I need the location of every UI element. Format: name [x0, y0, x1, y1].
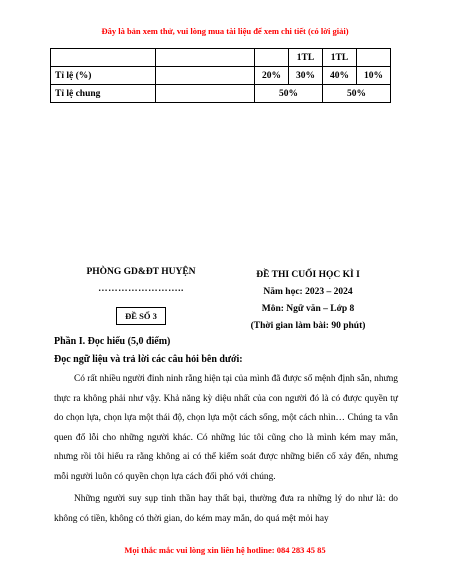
duration-line: (Thời gian làm bài: 90 phút): [250, 321, 366, 331]
table-cell: 50%: [255, 85, 323, 103]
table-cell: 1TL: [289, 49, 323, 67]
table-cell: [156, 85, 255, 103]
reading-passage: [54, 370, 398, 529]
table-row: [51, 67, 391, 85]
passage-paragraph: Những người suy sụp tinh thần hay thất bại, thường đưa ra những lý do như là: do không có tiền, không có thời gian, do kém may mắn, do quá mệt mỏi hay: [54, 494, 398, 524]
table-cell: 50%: [323, 85, 391, 103]
exam-code-badge: ĐỀ SỐ 3: [116, 307, 166, 325]
table-cell: [156, 49, 255, 67]
department-name: PHÒNG GD&ĐT HUYỆN: [86, 267, 196, 277]
table-cell: 20%: [255, 67, 289, 85]
table-cell: [357, 49, 391, 67]
exam-header-right: [228, 267, 388, 335]
hotline-notice: Mọi thắc mắc vui lòng xin liên hệ hotline: 084 283 45 85: [124, 545, 326, 555]
preview-notice: Đây là bản xem thử, vui lòng mua tài liệu để xem chi tiết (có lời giải): [101, 26, 349, 36]
passage-paragraph: Có rất nhiều người đinh ninh rằng hiện tại của mình đã được số mệnh định sẵn, nhưng thực ra không phải như vậy. Khả năng kỳ diệu nhất của con người đó là có được quyền tự do chọn lựa, chọn lựa một thái độ, chọn lựa một cách sống, một cách nhìn… Chúng ta vẫn quen đổ lỗi cho những người khác. Có những lúc tôi cũng cho là mình kém may mắn, nhưng rồi tôi hiểu ra rằng không ai có thể kiểm soát được những biến cố xảy đến, nhưng mỗi người luôn có quyền chọn lựa cách đối phó với chúng.: [54, 374, 398, 482]
table-row: [51, 49, 391, 67]
table-cell: 1TL: [323, 49, 357, 67]
table-cell: 30%: [289, 67, 323, 85]
exam-header-left: [66, 267, 216, 325]
reading-instruction: Đọc ngữ liệu và trả lời các câu hỏi bên dưới:: [54, 354, 243, 365]
table-cell: [156, 67, 255, 85]
table-cell: [255, 49, 289, 67]
table-row: [51, 85, 391, 103]
exam-title: ĐỀ THI CUỐI HỌC KÌ I: [256, 270, 360, 280]
table-cell: [51, 49, 156, 67]
table-cell: 10%: [357, 67, 391, 85]
table-row-label: Tỉ lệ (%): [51, 67, 156, 85]
score-ratio-table: [50, 48, 391, 103]
part-title: Phần I. Đọc hiểu (5,0 điểm): [54, 336, 171, 347]
subject-line: Môn: Ngữ văn – Lớp 8: [261, 304, 355, 314]
table-cell: 40%: [323, 67, 357, 85]
district-placeholder: ……………………..: [98, 284, 184, 294]
table-row-label: Tỉ lệ chung: [51, 85, 156, 103]
school-year: Năm học: 2023 – 2024: [263, 287, 353, 297]
